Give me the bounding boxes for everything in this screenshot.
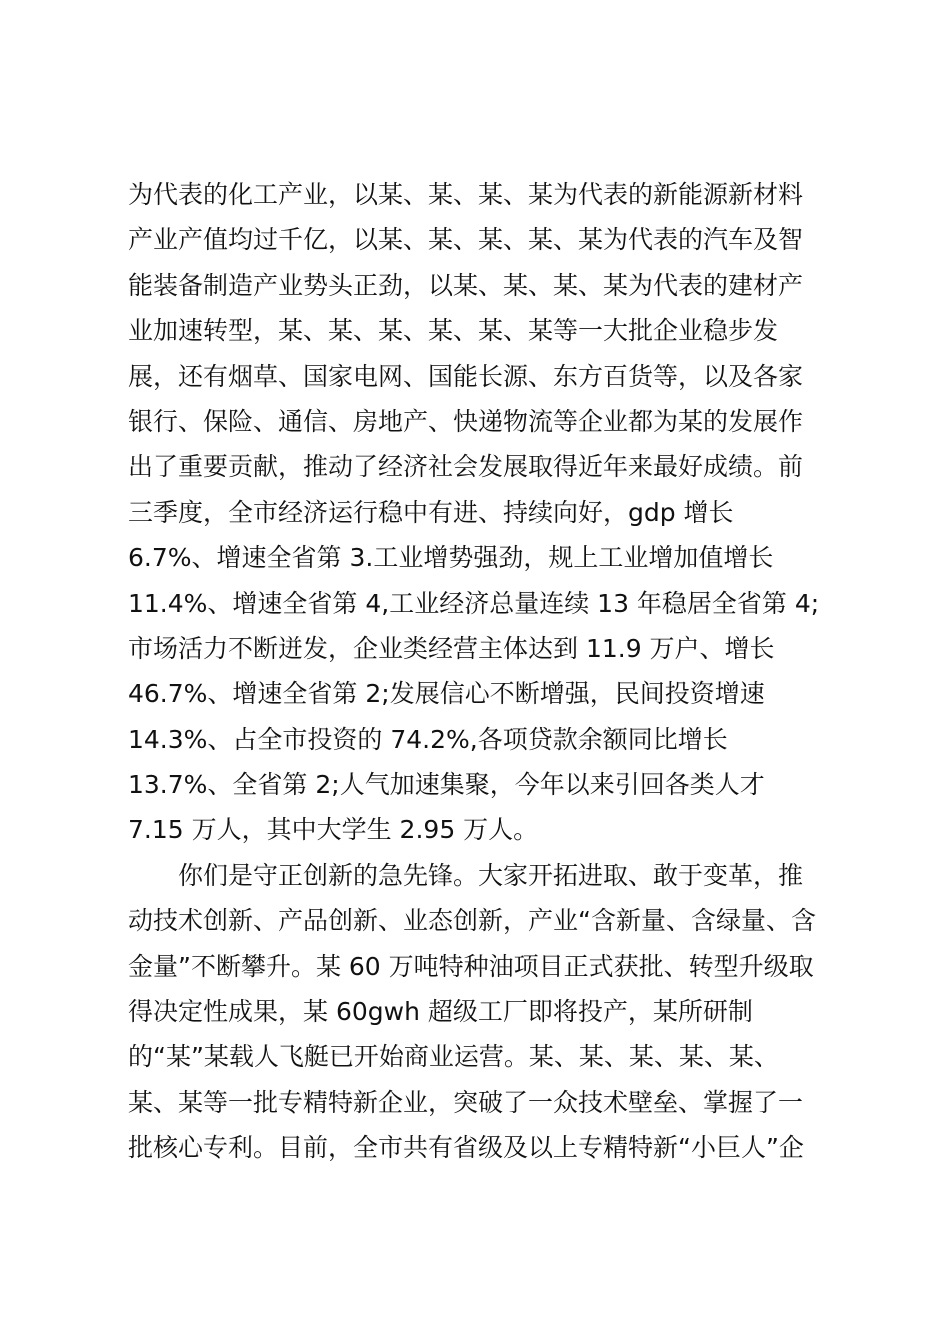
text-line: 能装备制造产业势头正劲，以某、某、某、某为代表的建材产: [128, 270, 804, 300]
text-line: 11.4%、增速全省第 4,工业经济总量连续 13 年稳居全省第 4;: [128, 588, 820, 618]
text-line: 7.15 万人，其中大学生 2.95 万人。: [128, 815, 539, 845]
text-line: 金量”不断攀升。某 60 万吨特种油项目正式获批、转型升级取: [128, 951, 814, 981]
text-line: 出了重要贡献，推动了经济社会发展取得近年来最好成绩。前: [128, 452, 804, 482]
paragraph-start-line: 你们是守正创新的急先锋。大家开拓进取、敢于变革，推: [178, 860, 804, 890]
text-line: 展，还有烟草、国家电网、国能长源、东方百货等，以及各家: [128, 361, 804, 391]
body-text: [128, 172, 848, 1171]
text-line: 动技术创新、产品创新、业态创新，产业“含新量、含绿量、含: [128, 906, 816, 936]
text-line: 银行、保险、通信、房地产、快递物流等企业都为某的发展作: [128, 406, 804, 436]
text-line: 6.7%、增速全省第 3.工业增势强劲，规上工业增加值增长: [128, 543, 774, 573]
text-line: 的“某”某载人飞艇已开始商业运营。某、某、某、某、某、: [128, 1042, 779, 1072]
text-line: 46.7%、增速全省第 2;发展信心不断增强，民间投资增速: [128, 679, 765, 709]
text-line: 得决定性成果，某 60gwh 超级工厂即将投产，某所研制: [128, 997, 753, 1027]
text-line: 三季度，全市经济运行稳中有进、持续向好，gdp 增长: [128, 497, 734, 527]
text-line: 14.3%、占全市投资的 74.2%,各项贷款余额同比增长: [128, 724, 728, 754]
text-line: 批核心专利。目前，全市共有省级及以上专精特新“小巨人”企: [128, 1133, 804, 1163]
text-line: 为代表的化工产业，以某、某、某、某为代表的新能源新材料: [128, 180, 804, 209]
text-line: 市场活力不断迸发，企业类经营主体达到 11.9 万户、增长: [128, 633, 775, 663]
text-line: 业加速转型，某、某、某、某、某、某等一大批企业稳步发: [128, 316, 779, 346]
text-line: 13.7%、全省第 2;人气加速集聚，今年以来引回各类人才: [128, 770, 765, 800]
text-line: 某、某等一批专精特新企业，突破了一众技术壁垒、掌握了一: [128, 1087, 804, 1117]
text-line: 产业产值均过千亿，以某、某、某、某、某为代表的汽车及智: [128, 225, 804, 255]
